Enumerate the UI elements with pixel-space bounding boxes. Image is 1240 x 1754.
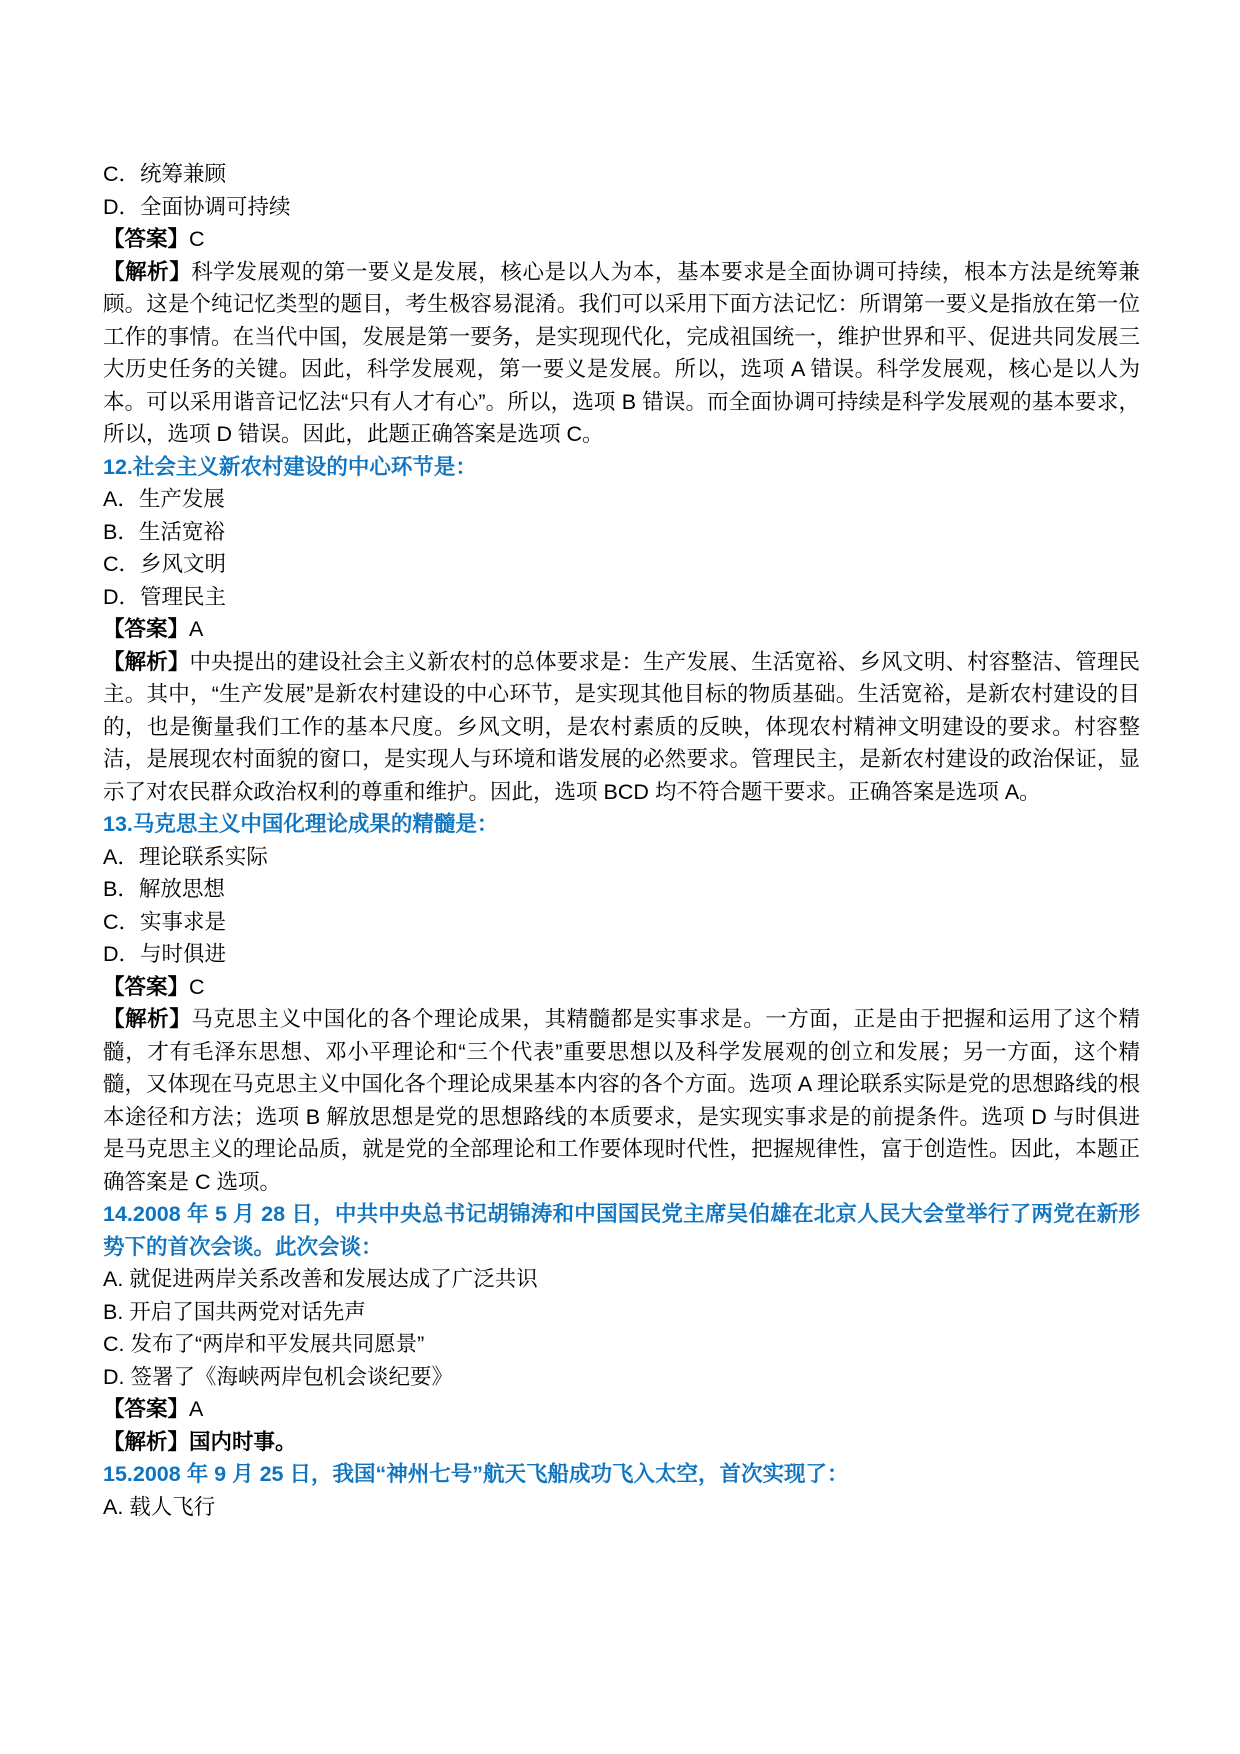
analysis-label: 【解析】 [103, 649, 190, 674]
q14-analysis [103, 1426, 1140, 1459]
analysis-label: 【解析】 [103, 259, 192, 284]
q13-answer-value: C [189, 974, 205, 999]
q12-option-a: A．生产发展 [103, 487, 225, 511]
q12-option-d: D．管理民主 [103, 584, 227, 609]
answer-label: 【答案】 [103, 974, 190, 999]
q11-option-c: C．统筹兼顾 [103, 162, 227, 186]
q13-option-a: A．理论联系实际 [103, 844, 268, 869]
analysis-label: 【解析】 [103, 1007, 192, 1031]
q11-option-d: D．全面协调可持续 [103, 194, 291, 219]
q13-option-c: C．实事求是 [103, 909, 227, 934]
q12-title: 12.社会主义新农村建设的中心环节是： [103, 454, 477, 479]
q14-answer-line [103, 1393, 1140, 1426]
q14-option-a: A. 就促进两岸关系改善和发展达成了广泛共识 [103, 1267, 538, 1291]
q12-option-c: C．乡风文明 [103, 552, 227, 576]
q12-option-b: B．生活宽裕 [103, 519, 225, 544]
q12-analysis-text: 中央提出的建设社会主义新农村的总体要求是：生产发展、生活宽裕、乡风文明、村容整洁、管理民主。其中，“生产发展”是新农村建设的中心环节，是实现其他目标的物质基础。生活宽裕，是新农村建设的目的，也是衡量我们工作的基本尺度。乡风文明，是农村素质的反映，体现农村精神文明建设的要求。村容整洁，是展现农村面貌的窗口，是实现人与环境和谐发展的必然要求。管理民主，是新农村建设的政治保证，显示了对农民群众政治权利的尊重和维护。因此，选项 BCD 均不符合题干要求。正确答案是选项 A。 [103, 649, 1140, 804]
q13-title: 13.马克思主义中国化理论成果的精髓是： [103, 812, 499, 836]
q14-answer-value: A [189, 1397, 204, 1421]
q14-option-d: D. 签署了《海峡两岸包机会谈纪要》 [103, 1364, 453, 1389]
q13-option-b: B．解放思想 [103, 877, 225, 901]
q13-analysis [103, 1003, 1140, 1198]
q12-answer-value: A [189, 617, 204, 641]
q11-answer-line [103, 223, 1140, 256]
q14-option-b: B. 开启了国共两党对话先声 [103, 1299, 366, 1324]
answer-label: 【答案】 [103, 227, 190, 251]
answer-label: 【答案】 [103, 1397, 190, 1421]
answer-label: 【答案】 [103, 617, 190, 641]
q15-title: 15.2008 年 9 月 25 日，我国“神州七号”航天飞船成功飞入太空，首次实现了： [103, 1462, 849, 1486]
q11-answer-value: C [189, 227, 205, 251]
q12-answer-line [103, 613, 1140, 646]
q14-title: 14.2008 年 5 月 28 日，中共中央总书记胡锦涛和中国国民党主席吴伯雄在北京人民大会堂举行了两党在新形势下的首次会谈。此次会谈： [103, 1202, 1140, 1259]
q13-answer-line [103, 971, 1140, 1004]
q13-analysis-text: 马克思主义中国化的各个理论成果，其精髓都是实事求是。一方面，正是由于把握和运用了这个精髓，才有毛泽东思想、邓小平理论和“三个代表”重要思想以及科学发展观的创立和发展；另一方面，这个精髓，又体现在马克思主义中国化各个理论成果基本内容的各个方面。选项 A 理论联系实际是党的思想路线的根本途径和方法；选项 B 解放思想是党的思想路线的本质要求，是实现实事求是的前提条件。选项 D 与时俱进是马克思主义的理论品质，就是党的全部理论和工作要体现时代性，把握规律性，富于创造性。因此，本题正确答案是 C 选项。 [103, 1007, 1140, 1194]
q11-analysis-text: 科学发展观的第一要义是发展，核心是以人为本，基本要求是全面协调可持续，根本方法是统筹兼顾。这是个纯记忆类型的题目，考生极容易混淆。我们可以采用下面方法记忆：所谓第一要义是指放在第一位工作的事情。在当代中国，发展是第一要务，是实现现代化，完成祖国统一，维护世界和平、促进共同发展三大历史任务的关键。因此，科学发展观，第一要义是发展。所以，选项 A 错误。科学发展观，核心是以人为本。可以采用谐音记忆法“只有人才有心”。所以，选项 B 错误。而全面协调可持续是科学发展观的基本要求，所以，选项 D 错误。因此，此题正确答案是选项 C。 [103, 259, 1140, 446]
q11-analysis [103, 256, 1140, 451]
q15-option-a: A. 载人飞行 [103, 1494, 216, 1519]
analysis-label: 【解析】 [103, 1429, 190, 1454]
q13-option-d: D．与时俱进 [103, 942, 227, 966]
q14-analysis-text: 国内时事。 [189, 1429, 297, 1454]
q12-analysis [103, 646, 1140, 809]
q14-option-c: C. 发布了“两岸和平发展共同愿景” [103, 1332, 425, 1356]
